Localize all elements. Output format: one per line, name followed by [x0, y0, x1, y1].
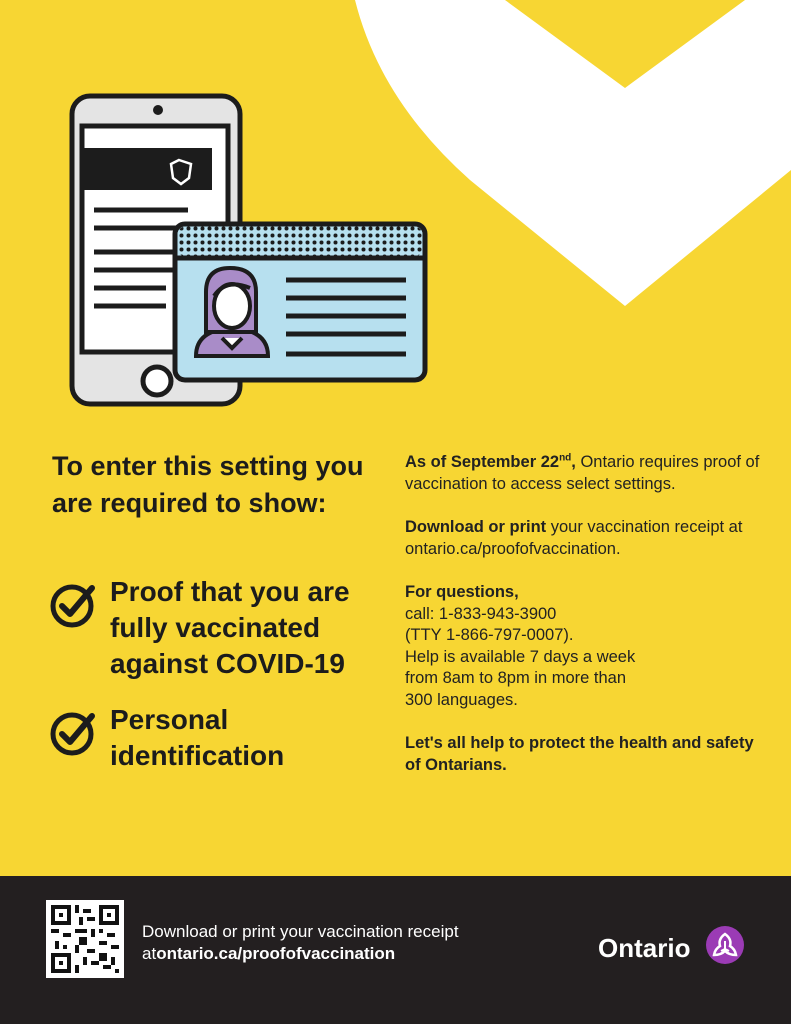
questions-line: (TTY 1-866-797-0007).	[405, 626, 574, 644]
date-superscript: nd	[559, 452, 572, 464]
page-headline: To enter this setting you are required to show:	[52, 451, 364, 518]
footer-line-2-prefix: at	[142, 944, 157, 963]
date-paragraph	[405, 452, 765, 495]
date-bold: As of September 22	[405, 453, 560, 471]
ontario-wordmark: Ontario	[598, 933, 691, 963]
requirement-text: Personal identification	[110, 704, 285, 771]
qr-code[interactable]	[46, 900, 124, 978]
download-text: your vaccination receipt at ontario.ca/proofofvaccination.	[405, 518, 743, 558]
footer-text	[142, 921, 542, 965]
phone-and-id-illustration	[66, 92, 436, 412]
questions-line: Help is available 7 days a week	[405, 647, 636, 666]
check-circle-icon	[50, 710, 96, 756]
download-paragraph	[405, 517, 765, 560]
date-text: Ontario requires proof of vaccination to access select settings.	[405, 453, 760, 493]
qr-code-graphic	[51, 905, 119, 973]
questions-line: from 8am to 8pm in more than	[405, 669, 627, 687]
questions-line: 300 languages.	[405, 690, 518, 709]
footer-line-1: Download or print your vaccination receipt	[142, 922, 459, 941]
questions-line: call: 1-833-943-3900	[405, 604, 557, 623]
date-comma: ,	[571, 453, 576, 471]
id-card-illustration	[175, 224, 425, 380]
closing-paragraph: Let's all help to protect the health and safety of Ontarians.	[405, 734, 754, 774]
questions-heading: For questions,	[405, 583, 519, 601]
info-column	[405, 452, 765, 798]
download-bold: Download or print	[405, 518, 547, 536]
trillium-logo-icon	[705, 925, 745, 965]
check-circle-icon	[50, 582, 96, 628]
footer-bar	[0, 876, 791, 1024]
requirement-text: Proof that you are fully vaccinated against COVID-19	[110, 576, 350, 679]
footer-link[interactable]: ontario.ca/proofofvaccination	[156, 944, 396, 963]
questions-paragraph	[405, 582, 765, 711]
